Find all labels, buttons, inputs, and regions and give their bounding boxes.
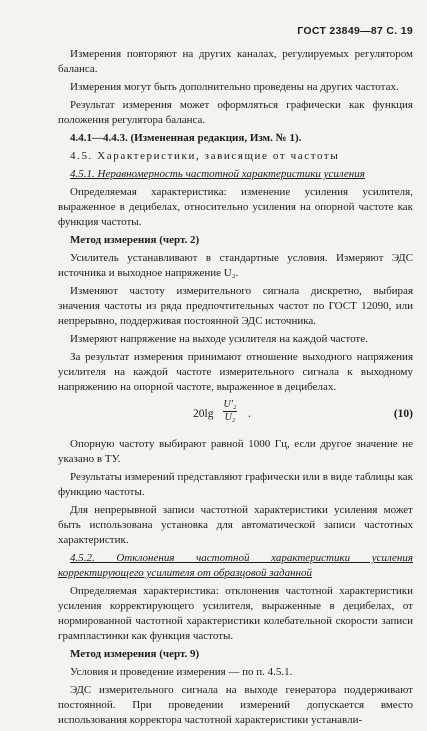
paragraph: ЭДС измерительного сигнала на выходе генератора поддерживают постоянной. При проведении измерений допускается вместо использования корректора частотной характеристики устанавли- <box>58 684 413 726</box>
paragraph: Изменяют частоту измерительного сигнала дискретно, выбирая значения частоты из ряда предпочтительных частот по ГОСТ 12090, или непрерывно, поддерживая постоянной ЭДС источника. <box>58 285 413 327</box>
paragraph: Опорную частоту выбирают равной 1000 Гц, если другое значение не указано в ТУ. <box>58 438 413 465</box>
formula-log: 20lg <box>193 408 214 420</box>
paragraph: Условия и проведение измерения — по п. 4.5.1. <box>70 666 293 678</box>
paragraph: Усилитель устанавливают в стандартные условия. Измеряют ЭДС источника и выходное напряжение U₂. <box>58 252 413 279</box>
document-body <box>58 45 413 731</box>
formula-denominator: U₂ <box>224 412 236 423</box>
formula-number: (10) <box>393 408 413 420</box>
subsection-heading: 4.5.1. Неравномерность частотной характеристики усиления <box>70 168 365 180</box>
paragraph: Измеряют напряжение на выходе усилителя на каждой частоте. <box>70 333 368 345</box>
paragraph: Измерения могут быть дополнительно проведены на других частотах. <box>70 81 399 93</box>
formula-numerator: U′₂ <box>223 399 237 410</box>
paragraph: Для непрерывной записи частотной характеристики усиления может быть использована установка для автоматической записи частотных характеристик. <box>58 504 413 546</box>
paragraph: Измерения повторяют на других каналах, регулируемых регулятором баланса. <box>58 48 413 75</box>
subsection-heading: 4.5.2. Отклонения частотной характеристики усиления корректирующего усилителя от образцовой заданной <box>58 552 413 579</box>
formula <box>58 399 413 431</box>
paragraph: За результат измерения принимают отношение выходного напряжения усилителя на каждой частоте измерительного сигнала к выходному напряжению на опорной частоте, выраженное в децибелах. <box>58 351 413 393</box>
paragraph: Определяемая характеристика: отклонения частотной характеристики усиления корректирующего усилителя, выраженные в децибелах, от нормированной частотной характеристики колебательной скорости записи грампластинки как функция частоты. <box>58 585 413 642</box>
formula-dot: . <box>248 408 251 420</box>
formula-fraction <box>223 399 237 424</box>
method-heading: Метод измерения (черт. 2) <box>70 234 200 246</box>
page-header: ГОСТ 23849—87 С. 19 <box>297 25 413 37</box>
section-heading: 4.5. Характеристики, зависящие от частоты <box>70 150 340 162</box>
paragraph: Результаты измерений представляют графически или в виде таблицы как функцию частоты. <box>58 471 413 498</box>
amendment-note: 4.4.1—4.4.3. (Измененная редакция, Изм. № 1). <box>70 132 302 144</box>
paragraph: Результат измерения может оформляться графически как функция положения регулятора баланса. <box>58 99 413 126</box>
method-heading: Метод измерения (черт. 9) <box>70 648 200 660</box>
paragraph: Определяемая характеристика: изменение усиления усилителя, выраженное в децибелах, относительно усиления на опорной частоте как функция частоты. <box>58 186 413 228</box>
